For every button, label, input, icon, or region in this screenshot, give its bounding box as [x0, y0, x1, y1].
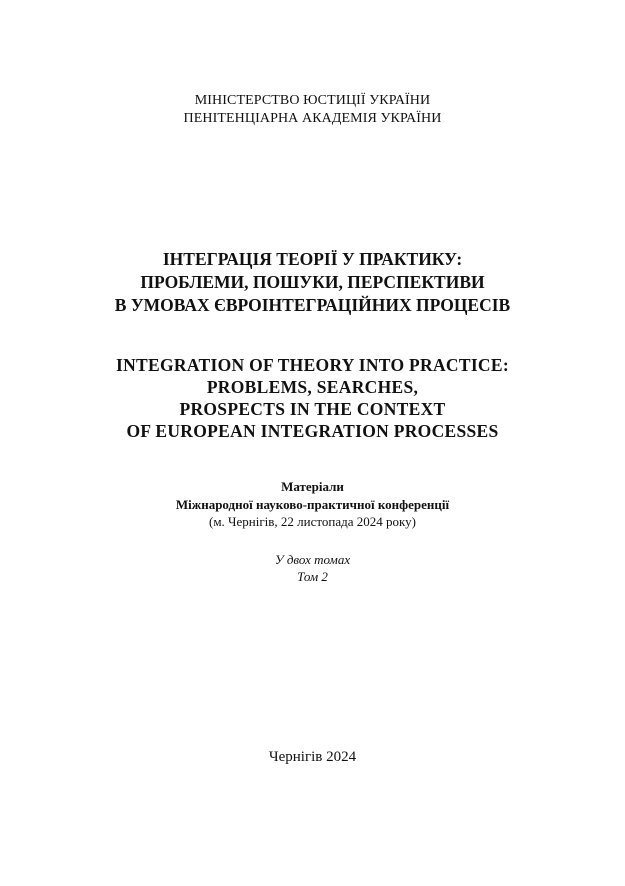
title-ua-line-1: ІНТЕГРАЦІЯ ТЕОРІЇ У ПРАКТИКУ:: [162, 249, 463, 269]
materials-label: Матеріали: [281, 479, 344, 494]
publication-place-year: [0, 748, 625, 767]
title-en-line-3: PROSPECTS IN THE CONTEXT: [179, 399, 446, 419]
title-ua-line-3: В УМОВАХ ЄВРОІНТЕГРАЦІЙНИХ ПРОЦЕСІВ: [114, 295, 511, 315]
title-ua-line-2: ПРОБЛЕМИ, ПОШУКИ, ПЕРСПЕКТИВИ: [140, 272, 485, 292]
title-english: [0, 354, 625, 442]
volume-number: Том 2: [297, 569, 328, 584]
conference-place-date: (м. Чернігів, 22 листопада 2024 року): [209, 514, 416, 529]
city-year: Чернігів 2024: [268, 749, 357, 765]
volumes-note: У двох томах: [274, 552, 351, 567]
conference-materials: [0, 478, 625, 531]
ministry-header: [0, 92, 625, 128]
ministry-name: МІНІСТЕРСТВО ЮСТИЦІЇ УКРАЇНИ: [194, 93, 431, 108]
conference-name: Міжнародної науково-практичної конференції: [175, 496, 450, 512]
academy-name: ПЕНІТЕНЦІАРНА АКАДЕМІЯ УКРАЇНИ: [183, 111, 442, 126]
title-en-line-4: OF EUROPEAN INTEGRATION PROCESSES: [126, 421, 499, 441]
title-ukrainian: [0, 248, 625, 317]
title-en-line-2: PROBLEMS, SEARCHES,: [206, 377, 419, 397]
title-en-line-1: INTEGRATION OF THEORY INTO PRACTICE:: [116, 355, 509, 375]
volume-info: [0, 551, 625, 585]
